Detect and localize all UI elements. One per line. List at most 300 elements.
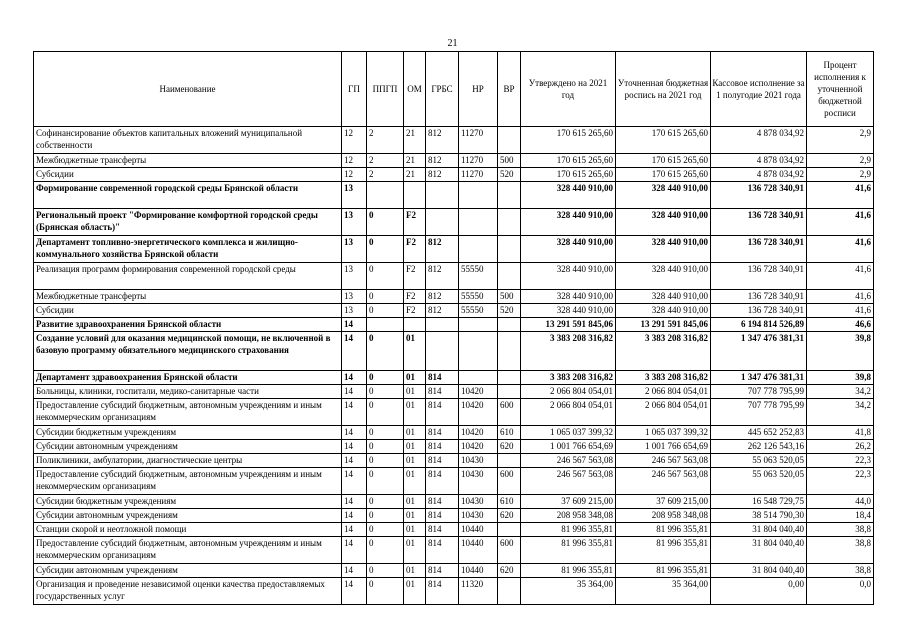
cell-gp: 14 [342, 318, 367, 332]
cell-percent: 41,6 [807, 236, 874, 263]
cell-nr [459, 182, 498, 209]
cell-percent: 39,8 [807, 332, 874, 371]
cell-grbs: 814 [426, 468, 459, 495]
cell-om: 01 [404, 385, 426, 399]
cell-specified: 246 567 563,08 [616, 454, 711, 468]
cell-percent: 2,9 [807, 154, 874, 168]
table-row [34, 371, 874, 385]
cell-grbs [426, 182, 459, 209]
cell-ppgp: 0 [367, 209, 404, 236]
cell-gp: 13 [342, 209, 367, 236]
cell-grbs: 812 [426, 168, 459, 182]
table-row [34, 304, 874, 318]
cell-name: Предоставление субсидий бюджетным, автономным учреждениям и иным некоммерческим организациям [34, 468, 342, 495]
cell-cash: 0,00 [711, 578, 807, 605]
col-header-grbs: ГРБС [426, 52, 459, 127]
col-header-approved: Утверждено на 2021 год [521, 52, 616, 127]
header-row [34, 52, 874, 127]
cell-percent: 34,2 [807, 399, 874, 426]
cell-vr: 500 [498, 154, 521, 168]
table-row [34, 168, 874, 182]
table-row [34, 399, 874, 426]
cell-grbs: 814 [426, 523, 459, 537]
cell-cash: 136 728 340,91 [711, 182, 807, 209]
cell-approved: 2 066 804 054,01 [521, 385, 616, 399]
cell-cash: 707 778 795,99 [711, 399, 807, 426]
cell-specified: 3 383 208 316,82 [616, 332, 711, 371]
cell-name: Субсидии автономным учреждениям [34, 440, 342, 454]
cell-grbs: 814 [426, 385, 459, 399]
cell-cash: 1 347 476 381,31 [711, 332, 807, 371]
cell-vr [498, 454, 521, 468]
table-row [34, 127, 874, 154]
cell-gp: 14 [342, 468, 367, 495]
cell-nr: 10420 [459, 440, 498, 454]
cell-percent: 34,2 [807, 385, 874, 399]
cell-nr: 10440 [459, 564, 498, 578]
col-header-om: ОМ [404, 52, 426, 127]
cell-grbs: 814 [426, 509, 459, 523]
cell-grbs: 814 [426, 578, 459, 605]
cell-ppgp: 2 [367, 168, 404, 182]
cell-nr: 10430 [459, 495, 498, 509]
cell-ppgp [367, 318, 404, 332]
cell-nr: 11270 [459, 154, 498, 168]
cell-om: F2 [404, 263, 426, 290]
cell-grbs: 814 [426, 399, 459, 426]
cell-specified: 170 615 265,60 [616, 168, 711, 182]
table-row [34, 564, 874, 578]
cell-vr: 610 [498, 495, 521, 509]
cell-name: Формирование современной городской среды Брянской области [34, 182, 342, 209]
cell-ppgp: 0 [367, 537, 404, 564]
cell-grbs: 812 [426, 263, 459, 290]
cell-approved: 170 615 265,60 [521, 154, 616, 168]
cell-cash: 38 514 790,30 [711, 509, 807, 523]
cell-specified: 81 996 355,81 [616, 537, 711, 564]
cell-cash: 136 728 340,91 [711, 304, 807, 318]
cell-name: Поликлиники, амбулатории, диагностические центры [34, 454, 342, 468]
cell-percent: 46,6 [807, 318, 874, 332]
cell-nr [459, 332, 498, 371]
cell-om: 01 [404, 564, 426, 578]
cell-cash: 4 878 034,92 [711, 127, 807, 154]
cell-specified: 328 440 910,00 [616, 263, 711, 290]
cell-specified: 328 440 910,00 [616, 236, 711, 263]
cell-vr [498, 371, 521, 385]
cell-percent: 41,8 [807, 426, 874, 440]
cell-grbs: 812 [426, 304, 459, 318]
table-row [34, 440, 874, 454]
cell-vr [498, 523, 521, 537]
table-row [34, 454, 874, 468]
cell-name: Станции скорой и неотложной помощи [34, 523, 342, 537]
cell-grbs: 814 [426, 426, 459, 440]
cell-gp: 14 [342, 578, 367, 605]
cell-percent: 26,2 [807, 440, 874, 454]
cell-name: Субсидии автономным учреждениям [34, 564, 342, 578]
cell-approved: 328 440 910,00 [521, 209, 616, 236]
cell-ppgp: 2 [367, 127, 404, 154]
cell-name: Субсидии [34, 304, 342, 318]
cell-approved: 1 065 037 399,32 [521, 426, 616, 440]
cell-specified: 170 615 265,60 [616, 127, 711, 154]
cell-name: Субсидии [34, 168, 342, 182]
cell-om: 01 [404, 578, 426, 605]
col-header-cash: Кассовое исполнение за 1 полугодие 2021 года [711, 52, 807, 127]
cell-approved: 35 364,00 [521, 578, 616, 605]
table-row [34, 332, 874, 371]
col-header-nr: НР [459, 52, 498, 127]
cell-ppgp: 0 [367, 399, 404, 426]
cell-grbs: 814 [426, 371, 459, 385]
cell-om: 01 [404, 332, 426, 371]
cell-vr: 500 [498, 290, 521, 304]
cell-approved: 328 440 910,00 [521, 290, 616, 304]
cell-name: Департамент топливно-энергетического комплекса и жилищно-коммунального хозяйства Брянской области [34, 236, 342, 263]
col-header-specified: Уточненная бюджетная роспись на 2021 год [616, 52, 711, 127]
cell-name: Предоставление субсидий бюджетным, автономным учреждениям и иным некоммерческим организациям [34, 537, 342, 564]
cell-specified: 13 291 591 845,06 [616, 318, 711, 332]
cell-name: Софинансирование объектов капитальных вложений муниципальной собственности [34, 127, 342, 154]
cell-cash: 31 804 040,40 [711, 537, 807, 564]
cell-cash: 4 878 034,92 [711, 168, 807, 182]
cell-ppgp [367, 182, 404, 209]
cell-grbs: 814 [426, 495, 459, 509]
cell-name: Департамент здравоохранения Брянской области [34, 371, 342, 385]
cell-om: 01 [404, 399, 426, 426]
cell-approved: 37 609 215,00 [521, 495, 616, 509]
cell-om: 01 [404, 426, 426, 440]
cell-cash: 6 194 814 526,89 [711, 318, 807, 332]
cell-grbs: 812 [426, 154, 459, 168]
cell-approved: 246 567 563,08 [521, 468, 616, 495]
cell-ppgp: 0 [367, 495, 404, 509]
cell-specified: 81 996 355,81 [616, 564, 711, 578]
cell-gp: 12 [342, 127, 367, 154]
cell-ppgp: 0 [367, 236, 404, 263]
cell-cash: 55 063 520,05 [711, 468, 807, 495]
cell-specified: 2 066 804 054,01 [616, 399, 711, 426]
cell-ppgp: 0 [367, 509, 404, 523]
cell-specified: 1 065 037 399,32 [616, 426, 711, 440]
cell-om: 01 [404, 509, 426, 523]
table-row [34, 209, 874, 236]
cell-om: F2 [404, 209, 426, 236]
cell-ppgp: 0 [367, 454, 404, 468]
cell-vr [498, 385, 521, 399]
cell-cash: 707 778 795,99 [711, 385, 807, 399]
cell-name: Межбюджетные трансферты [34, 154, 342, 168]
cell-om: F2 [404, 304, 426, 318]
cell-name: Создание условий для оказания медицинской помощи, не включенной в базовую программу обязательного медицинского страхования [34, 332, 342, 371]
cell-vr [498, 578, 521, 605]
cell-ppgp: 0 [367, 385, 404, 399]
cell-specified: 3 383 208 316,82 [616, 371, 711, 385]
cell-gp: 13 [342, 290, 367, 304]
cell-percent: 22,3 [807, 468, 874, 495]
cell-percent: 41,6 [807, 263, 874, 290]
cell-gp: 14 [342, 564, 367, 578]
cell-approved: 328 440 910,00 [521, 263, 616, 290]
cell-vr [498, 209, 521, 236]
cell-gp: 13 [342, 304, 367, 318]
cell-gp: 14 [342, 426, 367, 440]
cell-grbs: 812 [426, 236, 459, 263]
cell-ppgp: 0 [367, 290, 404, 304]
cell-name: Реализация программ формирования современной городской среды [34, 263, 342, 290]
cell-om: 01 [404, 454, 426, 468]
cell-vr: 610 [498, 426, 521, 440]
cell-approved: 81 996 355,81 [521, 537, 616, 564]
cell-name: Межбюджетные трансферты [34, 290, 342, 304]
cell-nr: 11270 [459, 127, 498, 154]
cell-vr: 620 [498, 564, 521, 578]
cell-specified: 81 996 355,81 [616, 523, 711, 537]
cell-approved: 13 291 591 845,06 [521, 318, 616, 332]
cell-gp: 13 [342, 263, 367, 290]
cell-nr: 11270 [459, 168, 498, 182]
cell-percent: 0,0 [807, 578, 874, 605]
cell-ppgp: 0 [367, 304, 404, 318]
table-row [34, 426, 874, 440]
cell-vr: 520 [498, 304, 521, 318]
table-row [34, 236, 874, 263]
cell-specified: 246 567 563,08 [616, 468, 711, 495]
cell-nr: 10420 [459, 385, 498, 399]
cell-om [404, 318, 426, 332]
cell-percent: 18,4 [807, 509, 874, 523]
table-row [34, 495, 874, 509]
cell-approved: 328 440 910,00 [521, 304, 616, 318]
cell-approved: 81 996 355,81 [521, 564, 616, 578]
cell-cash: 55 063 520,05 [711, 454, 807, 468]
cell-om: 21 [404, 154, 426, 168]
cell-nr: 10430 [459, 454, 498, 468]
cell-vr [498, 318, 521, 332]
cell-cash: 16 548 729,75 [711, 495, 807, 509]
cell-gp: 13 [342, 236, 367, 263]
cell-gp: 12 [342, 168, 367, 182]
table-row [34, 263, 874, 290]
cell-specified: 170 615 265,60 [616, 154, 711, 168]
cell-nr: 10420 [459, 399, 498, 426]
cell-ppgp: 0 [367, 371, 404, 385]
cell-approved: 246 567 563,08 [521, 454, 616, 468]
cell-om: F2 [404, 236, 426, 263]
col-header-percent: Процент исполнения к уточненной бюджетной росписи [807, 52, 874, 127]
col-header-vr: ВР [498, 52, 521, 127]
cell-percent: 38,8 [807, 564, 874, 578]
cell-cash: 31 804 040,40 [711, 523, 807, 537]
cell-nr: 10420 [459, 426, 498, 440]
cell-grbs: 814 [426, 537, 459, 564]
cell-grbs: 814 [426, 564, 459, 578]
cell-cash: 445 652 252,83 [711, 426, 807, 440]
page-number: 21 [447, 38, 458, 49]
cell-ppgp: 0 [367, 332, 404, 371]
cell-vr [498, 182, 521, 209]
cell-approved: 328 440 910,00 [521, 182, 616, 209]
cell-nr: 10440 [459, 523, 498, 537]
cell-name: Субсидии автономным учреждениям [34, 509, 342, 523]
cell-nr [459, 371, 498, 385]
cell-vr: 600 [498, 399, 521, 426]
cell-vr [498, 332, 521, 371]
cell-om: 01 [404, 495, 426, 509]
col-header-gp: ГП [342, 52, 367, 127]
table-row [34, 468, 874, 495]
cell-cash: 1 347 476 381,31 [711, 371, 807, 385]
cell-nr: 10430 [459, 509, 498, 523]
cell-percent: 22,3 [807, 454, 874, 468]
cell-ppgp: 0 [367, 440, 404, 454]
cell-gp: 14 [342, 440, 367, 454]
cell-nr: 10430 [459, 468, 498, 495]
col-header-ppgp: ППГП [367, 52, 404, 127]
cell-gp: 14 [342, 399, 367, 426]
cell-om [404, 182, 426, 209]
cell-vr [498, 127, 521, 154]
table-row [34, 578, 874, 605]
cell-om: F2 [404, 290, 426, 304]
cell-gp: 14 [342, 385, 367, 399]
cell-specified: 2 066 804 054,01 [616, 385, 711, 399]
cell-approved: 1 001 766 654,69 [521, 440, 616, 454]
cell-om: 01 [404, 440, 426, 454]
cell-approved: 208 958 348,08 [521, 509, 616, 523]
cell-grbs: 812 [426, 127, 459, 154]
cell-om: 01 [404, 537, 426, 564]
col-header-name: Наименование [34, 52, 342, 127]
cell-vr [498, 236, 521, 263]
cell-grbs: 814 [426, 454, 459, 468]
cell-om: 21 [404, 127, 426, 154]
cell-nr [459, 236, 498, 263]
cell-gp: 14 [342, 495, 367, 509]
cell-ppgp: 2 [367, 154, 404, 168]
cell-percent: 41,6 [807, 304, 874, 318]
cell-nr: 55550 [459, 304, 498, 318]
cell-name: Организация и проведение независимой оценки качества предоставляемых государственных услуг [34, 578, 342, 605]
cell-cash: 136 728 340,91 [711, 236, 807, 263]
cell-percent: 2,9 [807, 127, 874, 154]
cell-cash: 136 728 340,91 [711, 263, 807, 290]
cell-specified: 328 440 910,00 [616, 290, 711, 304]
cell-grbs [426, 318, 459, 332]
cell-name: Субсидии бюджетным учреждениям [34, 495, 342, 509]
cell-gp: 14 [342, 454, 367, 468]
cell-gp: 14 [342, 523, 367, 537]
cell-percent: 41,6 [807, 182, 874, 209]
cell-cash: 136 728 340,91 [711, 209, 807, 236]
table-row [34, 509, 874, 523]
cell-approved: 170 615 265,60 [521, 168, 616, 182]
cell-gp: 14 [342, 537, 367, 564]
cell-approved: 2 066 804 054,01 [521, 399, 616, 426]
cell-vr [498, 263, 521, 290]
cell-name: Субсидии бюджетным учреждениям [34, 426, 342, 440]
table-row [34, 154, 874, 168]
cell-specified: 328 440 910,00 [616, 209, 711, 236]
cell-approved: 328 440 910,00 [521, 236, 616, 263]
cell-ppgp: 0 [367, 523, 404, 537]
cell-nr: 55550 [459, 290, 498, 304]
cell-percent: 2,9 [807, 168, 874, 182]
cell-cash: 136 728 340,91 [711, 290, 807, 304]
cell-gp: 14 [342, 371, 367, 385]
cell-nr: 55550 [459, 263, 498, 290]
cell-specified: 328 440 910,00 [616, 182, 711, 209]
cell-specified: 208 958 348,08 [616, 509, 711, 523]
cell-specified: 328 440 910,00 [616, 304, 711, 318]
cell-grbs [426, 332, 459, 371]
cell-ppgp: 0 [367, 578, 404, 605]
table-row [34, 182, 874, 209]
cell-gp: 14 [342, 509, 367, 523]
cell-cash: 262 126 543,16 [711, 440, 807, 454]
cell-percent: 44,0 [807, 495, 874, 509]
cell-ppgp: 0 [367, 564, 404, 578]
cell-vr: 600 [498, 537, 521, 564]
cell-name: Развитие здравоохранения Брянской области [34, 318, 342, 332]
cell-approved: 170 615 265,60 [521, 127, 616, 154]
table-row [34, 318, 874, 332]
cell-ppgp: 0 [367, 263, 404, 290]
cell-vr: 520 [498, 168, 521, 182]
cell-om: 21 [404, 168, 426, 182]
cell-approved: 81 996 355,81 [521, 523, 616, 537]
cell-percent: 41,6 [807, 209, 874, 236]
cell-nr [459, 318, 498, 332]
cell-om: 01 [404, 371, 426, 385]
cell-percent: 41,6 [807, 290, 874, 304]
cell-nr [459, 209, 498, 236]
table-row [34, 537, 874, 564]
cell-gp: 12 [342, 154, 367, 168]
cell-percent: 38,8 [807, 537, 874, 564]
cell-specified: 35 364,00 [616, 578, 711, 605]
cell-name: Предоставление субсидий бюджетным, автономным учреждениям и иным некоммерческим организациям [34, 399, 342, 426]
budget-table [33, 51, 874, 605]
cell-specified: 37 609 215,00 [616, 495, 711, 509]
table-row [34, 290, 874, 304]
cell-gp: 13 [342, 182, 367, 209]
cell-specified: 1 001 766 654,69 [616, 440, 711, 454]
cell-om: 01 [404, 523, 426, 537]
cell-ppgp: 0 [367, 468, 404, 495]
cell-om: 01 [404, 468, 426, 495]
cell-vr: 600 [498, 468, 521, 495]
table-row [34, 385, 874, 399]
cell-nr: 10440 [459, 537, 498, 564]
cell-cash: 31 804 040,40 [711, 564, 807, 578]
cell-name: Больницы, клиники, госпитали, медико-санитарные части [34, 385, 342, 399]
table-row [34, 523, 874, 537]
cell-percent: 39,8 [807, 371, 874, 385]
cell-grbs: 814 [426, 440, 459, 454]
cell-vr: 620 [498, 440, 521, 454]
cell-cash: 4 878 034,92 [711, 154, 807, 168]
cell-grbs: 812 [426, 290, 459, 304]
cell-approved: 3 383 208 316,82 [521, 332, 616, 371]
table-body [34, 127, 874, 605]
cell-approved: 3 383 208 316,82 [521, 371, 616, 385]
cell-vr: 620 [498, 509, 521, 523]
cell-name: Региональный проект "Формирование комфортной городской среды (Брянская область)" [34, 209, 342, 236]
cell-percent: 38,8 [807, 523, 874, 537]
cell-grbs [426, 209, 459, 236]
